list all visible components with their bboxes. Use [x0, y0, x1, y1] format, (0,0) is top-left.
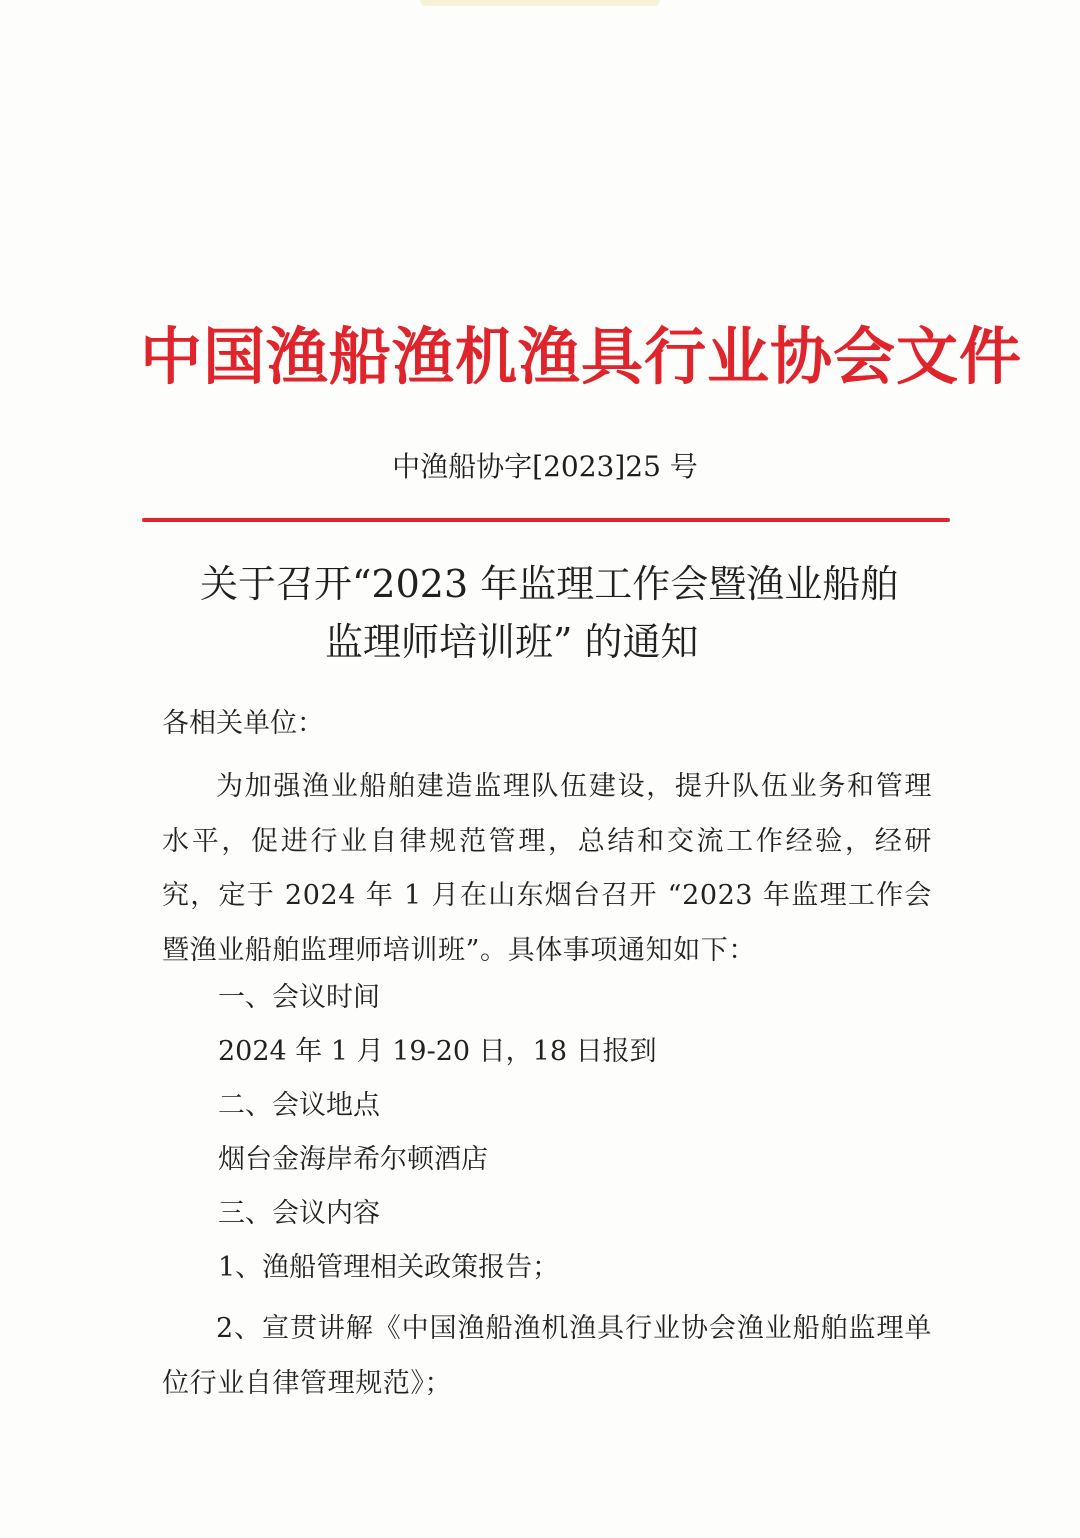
meeting-location: 烟台金海岸希尔顿酒店	[218, 1144, 488, 1175]
document-number: 中渔船协字[2023]25 号	[392, 450, 698, 483]
intro-paragraph: 为加强渔业船舶建造监理队伍建设，提升队伍业务和管理水平，促进行业自律规范管理，总结和交流工作经验，经研究，定于 2024 年 1 月在山东烟台召开 “2023 年监理工作会暨渔业船舶监理师培训班”。具体事项通知如下：	[162, 771, 932, 966]
meeting-time: 2024 年 1 月 19-20 日，18 日报到	[218, 1036, 657, 1067]
notice-title-line-2: 监理师培训班” 的通知	[325, 620, 699, 664]
red-divider-line	[142, 518, 950, 522]
salutation: 各相关单位：	[162, 708, 324, 739]
paper-stain	[420, 0, 660, 6]
section-heading-content: 三、会议内容	[218, 1198, 380, 1229]
org-header-title: 中国渔船渔机渔具行业协会文件	[140, 320, 1023, 393]
section-heading-time: 一、会议时间	[218, 982, 380, 1013]
content-item-2: 2、宣贯讲解《中国渔船渔机渔具行业协会渔业船舶监理单位行业自律管理规范》；	[162, 1313, 932, 1399]
notice-title-line-1: 关于召开“2023 年监理工作会暨渔业船舶	[200, 562, 899, 606]
content-item-1: 1、渔船管理相关政策报告；	[218, 1252, 560, 1283]
section-heading-location: 二、会议地点	[218, 1090, 380, 1121]
